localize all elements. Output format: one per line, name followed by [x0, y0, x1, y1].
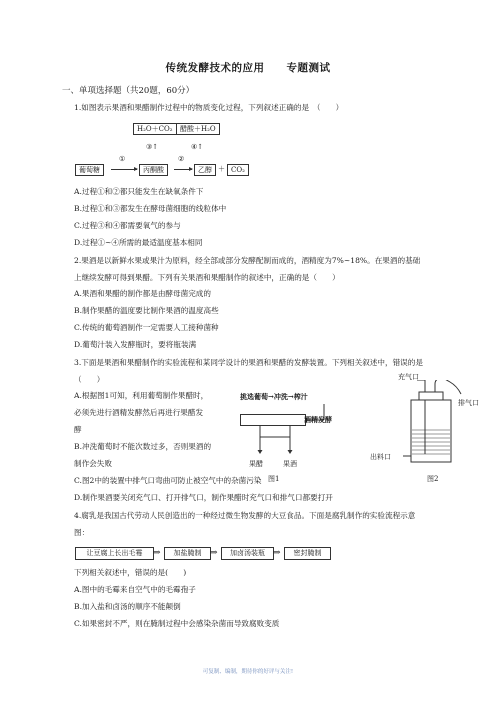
box-h2o-co2: H₂O＋CO₂: [133, 123, 177, 135]
box-ethanol: 乙醇: [194, 164, 216, 176]
q4-flow-step-1: 让豆腐上长出毛霉: [75, 547, 154, 560]
q2-option-b: B.制作果醋的温度要比制作果酒的温度高些: [74, 306, 219, 315]
box-pyruvate: 丙酮酸: [139, 164, 168, 176]
q4-question: 下列相关叙述中，错误的是( ): [74, 568, 187, 577]
q1-stem: 1.如图表示果酒和果醋制作过程中的物质变化过程，下列叙述正确的是 （ ）: [74, 103, 344, 112]
q4-option-c: C.如果密封不严，则在腌制过程中会感染杂菌而导致腐败变质: [74, 619, 280, 628]
fig1-lines: [230, 398, 340, 458]
fig2-apparatus: [395, 380, 475, 480]
q4-option-b: B.加入盐和卤汤的顺序不能颠倒: [74, 602, 181, 611]
q1-option-d: D.过程①~④所需的最适温度基本相同: [74, 238, 203, 247]
q4-flow-arrow-3: ⇒: [273, 548, 281, 558]
box-vinegar-h2o: 醋酸＋H₂O: [176, 123, 220, 135]
fig1-out-vinegar: 果醋: [249, 460, 263, 468]
q2-option-c: C.传统的葡萄酒制作一定需要人工接种菌种: [74, 323, 219, 332]
q1-option-c: C.过程③和④都需要氧气的参与: [74, 221, 181, 230]
label-step2: ②: [178, 155, 185, 163]
q4-option-a: A.图中的毛霉来自空气中的毛霉孢子: [74, 585, 196, 594]
arrow-1: [111, 169, 137, 170]
label-step4: ④↑: [191, 143, 204, 151]
q3-option-d: D.制作果酒要关闭充气口、打开排气口，制作果醋时充气口和排气口都要打开: [74, 493, 333, 502]
q3-stem: 3.下面是果酒和果醋制作的实验流程和某同学设计的果酒和果醋的发酵装置。下列相关叙述中，错误的是（ ）: [74, 358, 423, 384]
q3-option-a-line3: 酵: [74, 425, 82, 434]
q3-option-b-line1: B.冲洗葡萄时不能次数过多，否则果酒的: [74, 442, 212, 451]
box-co2: CO₂: [227, 164, 249, 176]
page-title: [0, 60, 496, 75]
section-heading: 一、单项选择题（共20题，60分）: [62, 86, 195, 96]
fig1-out-wine: 果酒: [283, 460, 297, 468]
fig2-exhaust-label: 排气口: [458, 399, 479, 407]
plus-sign: ＋: [218, 165, 225, 173]
q3-option-c: C.图2中的装置中排气口弯曲可防止被空气中的杂菌污染: [74, 476, 262, 485]
fig2-caption: 图2: [427, 475, 439, 483]
q1-option-a: A.过程①和②都只能发生在缺氧条件下: [74, 187, 204, 196]
q3-option-a-line2: 必须先进行酒精发酵然后再进行果醋发: [74, 408, 204, 417]
box-glucose: 葡萄糖: [75, 164, 104, 176]
fig2-inlet-label: 充气口: [398, 373, 419, 381]
q3-option-b-line2: 制作会失败: [74, 459, 112, 468]
q4-flow-arrow-2: ⇒: [210, 548, 218, 558]
title-main: 传统发酵技术的应用: [165, 62, 265, 74]
title-sub: 专题测试: [286, 62, 331, 74]
fig1-box-label: 酒精发酵: [304, 415, 332, 424]
q1-option-b: B.过程①和③都发生在酵母菌细胞的线粒体中: [74, 204, 227, 213]
q4-flow-arrow-1: ⇒: [153, 548, 161, 558]
q4-stem: 4.腐乳是我国古代劳动人民创造出的一种经过微生物发酵的大豆食品。下面是腐乳制作的实验流程示意图：: [74, 511, 416, 537]
fig1-flow: 挑选葡萄→冲洗→榨汁: [240, 392, 308, 401]
label-step1: ①: [119, 155, 126, 163]
q3-option-a-line1: A.根据图1可知，利用葡萄制作果醋时，: [74, 391, 209, 400]
label-step3: ③↑: [146, 143, 159, 151]
fig2-outlet-label: 出料口: [370, 453, 391, 461]
page-footer: 可复制、编制，期待你的好评与关注!: [202, 669, 294, 675]
fig1-box-frame: [240, 414, 306, 426]
q4-flow-step-2: 加盐腌制: [164, 547, 211, 560]
q4-flow-step-3: 加卤汤装瓶: [221, 547, 274, 560]
q4-flow-step-4: 密封腌制: [284, 547, 331, 560]
q2-option-a: A.果酒和果醋的制作都是由酵母菌完成的: [74, 289, 211, 298]
fig1-caption: 图1: [268, 475, 280, 483]
arrow-2: [174, 169, 192, 170]
q2-stem: 2.果酒是以新鲜水果或果汁为原料，经全部或部分发酵配制而成的，酒精度为7%~18%。在果酒的基础上继续发酵可得到果醋。下列有关果酒和果醋制作的叙述中，正确的是（ ）: [74, 256, 421, 282]
q2-option-d: D.葡萄汁装入发酵瓶时，要将瓶装满: [74, 340, 197, 349]
